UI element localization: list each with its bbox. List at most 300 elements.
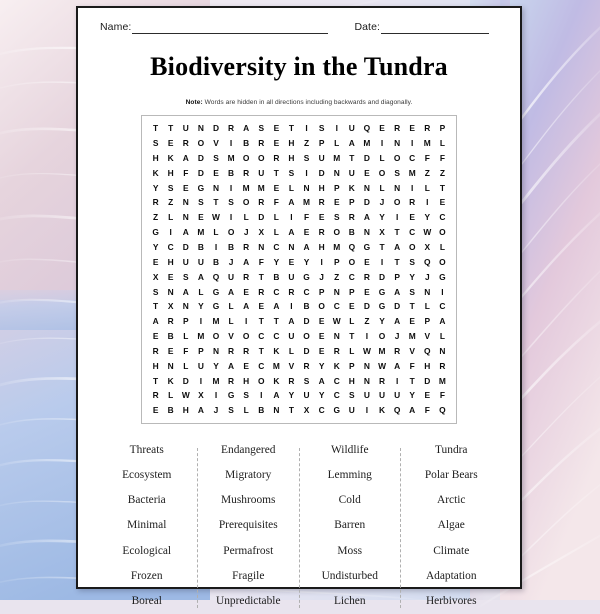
grid-cell[interactable]: T (409, 375, 415, 386)
grid-cell[interactable]: C (273, 331, 280, 342)
grid-cell[interactable]: T (258, 345, 264, 356)
grid-cell[interactable]: R (303, 360, 310, 371)
grid-cell[interactable]: A (288, 197, 295, 208)
grid-cell[interactable]: I (229, 138, 233, 149)
grid-cell[interactable]: C (258, 360, 265, 371)
grid-cell[interactable]: W (212, 212, 220, 223)
date-input-rule[interactable] (381, 23, 489, 34)
grid-cell[interactable]: R (258, 138, 265, 149)
grid-cell[interactable]: T (213, 197, 219, 208)
grid-cell[interactable]: U (303, 390, 310, 401)
grid-cell[interactable]: C (303, 286, 310, 297)
word-list-item[interactable]: Bacteria (127, 494, 166, 507)
grid-cell[interactable]: X (424, 241, 431, 252)
grid-cell[interactable]: X (303, 405, 310, 416)
grid-cell[interactable]: S (318, 123, 325, 134)
grid-cell[interactable]: U (197, 360, 204, 371)
grid-cell[interactable]: L (168, 212, 174, 223)
grid-cell[interactable]: T (273, 167, 279, 178)
grid-cell[interactable]: A (439, 316, 446, 327)
grid-cell[interactable]: B (273, 271, 280, 282)
grid-cell[interactable]: L (288, 345, 295, 356)
grid-cell[interactable]: I (365, 405, 369, 416)
grid-cell[interactable]: P (318, 286, 325, 297)
grid-cell[interactable]: Y (288, 390, 295, 401)
grid-cell[interactable]: O (333, 227, 340, 238)
grid-cell[interactable]: O (439, 227, 446, 238)
grid-cell[interactable]: O (408, 241, 416, 252)
grid-cell[interactable]: Z (424, 167, 430, 178)
grid-cell[interactable]: G (152, 227, 159, 238)
grid-cell[interactable]: E (318, 331, 325, 342)
word-list-item[interactable]: Fragile (232, 569, 265, 582)
grid-cell[interactable]: S (409, 286, 415, 297)
grid-cell[interactable]: H (243, 375, 250, 386)
grid-cell[interactable]: M (408, 331, 416, 342)
grid-cell[interactable]: A (394, 360, 401, 371)
grid-cell[interactable]: T (258, 316, 264, 327)
grid-cell[interactable]: N (333, 167, 340, 178)
grid-cell[interactable]: L (379, 152, 385, 163)
grid-cell[interactable]: F (439, 390, 445, 401)
grid-cell[interactable]: A (243, 301, 250, 312)
grid-cell[interactable]: S (213, 152, 219, 163)
grid-cell[interactable]: T (288, 123, 295, 134)
grid-cell[interactable]: L (198, 286, 204, 297)
grid-cell[interactable]: B (303, 301, 310, 312)
grid-cell[interactable]: B (243, 138, 250, 149)
grid-cell[interactable]: V (228, 331, 234, 342)
grid-cell[interactable]: G (303, 271, 310, 282)
grid-cell[interactable]: W (332, 316, 341, 327)
grid-cell[interactable]: E (273, 182, 280, 193)
grid-cell[interactable]: C (258, 331, 265, 342)
grid-cell[interactable]: R (182, 138, 189, 149)
grid-cell[interactable]: W (181, 390, 190, 401)
grid-cell[interactable]: W (362, 345, 371, 356)
grid-cell[interactable]: L (243, 212, 249, 223)
grid-cell[interactable]: C (273, 241, 280, 252)
grid-cell[interactable]: I (395, 375, 399, 386)
grid-cell[interactable]: A (243, 256, 250, 267)
grid-cell[interactable]: O (197, 138, 205, 149)
grid-cell[interactable]: N (424, 286, 431, 297)
grid-cell[interactable]: N (258, 241, 265, 252)
word-list-item[interactable]: Undisturbed (321, 569, 378, 582)
word-list-item[interactable]: Cold (338, 494, 361, 507)
grid-cell[interactable]: N (394, 138, 401, 149)
grid-cell[interactable]: N (363, 375, 370, 386)
grid-cell[interactable]: D (378, 271, 386, 282)
word-list-item[interactable]: Boreal (131, 594, 162, 607)
grid-cell[interactable]: D (363, 152, 370, 163)
grid-cell[interactable]: B (258, 405, 265, 416)
grid-cell[interactable]: D (303, 316, 310, 327)
grid-cell[interactable]: O (242, 197, 250, 208)
grid-cell[interactable]: X (198, 390, 204, 401)
grid-cell[interactable]: P (318, 138, 325, 149)
grid-cell[interactable]: I (290, 301, 293, 312)
grid-cell[interactable]: R (394, 123, 401, 134)
grid-cell[interactable]: D (424, 375, 431, 386)
grid-cell[interactable]: O (393, 197, 401, 208)
grid-cell[interactable]: G (212, 301, 220, 312)
grid-cell[interactable]: E (303, 227, 310, 238)
grid-cell[interactable]: C (333, 375, 340, 386)
grid-cell[interactable]: L (439, 241, 445, 252)
grid-cell[interactable]: H (318, 241, 325, 252)
grid-cell[interactable]: M (363, 138, 371, 149)
word-list-item[interactable]: Lichen (333, 594, 366, 607)
grid-cell[interactable]: I (290, 212, 293, 223)
grid-cell[interactable]: O (378, 167, 386, 178)
grid-cell[interactable]: N (182, 197, 189, 208)
grid-cell[interactable]: C (409, 227, 416, 238)
grid-cell[interactable]: V (409, 345, 415, 356)
grid-cell[interactable]: Y (152, 241, 159, 252)
grid-cell[interactable]: S (198, 197, 204, 208)
grid-cell[interactable]: Z (168, 197, 174, 208)
grid-cell[interactable]: Y (379, 212, 385, 223)
grid-cell[interactable]: N (439, 345, 446, 356)
grid-cell[interactable]: U (228, 271, 235, 282)
grid-cell[interactable]: F (273, 197, 279, 208)
grid-cell[interactable]: K (152, 167, 159, 178)
grid-cell[interactable]: I (380, 138, 384, 149)
grid-cell[interactable]: E (152, 331, 159, 342)
grid-cell[interactable]: L (228, 301, 234, 312)
grid-cell[interactable]: T (349, 152, 355, 163)
grid-cell[interactable]: L (243, 405, 249, 416)
grid-cell[interactable]: K (333, 360, 340, 371)
grid-cell[interactable]: D (303, 345, 310, 356)
word-list-item[interactable]: Lemming (327, 468, 372, 481)
grid-cell[interactable]: A (363, 212, 370, 223)
grid-cell[interactable]: N (182, 301, 189, 312)
grid-cell[interactable]: T (394, 227, 400, 238)
grid-cell[interactable]: O (303, 331, 310, 342)
grid-cell[interactable]: Y (424, 212, 431, 223)
grid-cell[interactable]: L (439, 331, 445, 342)
word-list-item[interactable]: Mushrooms (221, 494, 276, 507)
grid-cell[interactable]: L (349, 345, 355, 356)
grid-cell[interactable]: A (273, 390, 280, 401)
grid-cell[interactable]: C (333, 301, 340, 312)
grid-cell[interactable]: I (260, 390, 263, 401)
grid-cell[interactable]: R (288, 375, 295, 386)
grid-cell[interactable]: E (409, 123, 415, 134)
grid-cell[interactable]: C (409, 152, 416, 163)
grid-cell[interactable]: Y (379, 316, 385, 327)
grid-cell[interactable]: R (243, 345, 250, 356)
grid-cell[interactable]: Y (409, 271, 415, 282)
grid-cell[interactable]: I (229, 182, 233, 193)
grid-cell[interactable]: Y (318, 390, 325, 401)
grid-cell[interactable]: H (424, 360, 431, 371)
grid-cell[interactable]: L (288, 182, 295, 193)
grid-cell[interactable]: N (363, 227, 370, 238)
grid-cell[interactable]: R (228, 345, 235, 356)
grid-cell[interactable]: T (439, 182, 445, 193)
grid-cell[interactable]: S (183, 271, 189, 282)
grid-cell[interactable]: R (363, 271, 370, 282)
grid-cell[interactable]: H (152, 152, 159, 163)
grid-cell[interactable]: P (349, 286, 355, 297)
grid-cell[interactable]: V (424, 331, 431, 342)
grid-cell[interactable]: F (439, 152, 445, 163)
grid-cell[interactable]: X (152, 271, 159, 282)
grid-cell[interactable]: J (319, 271, 324, 282)
grid-cell[interactable]: S (167, 182, 174, 193)
grid-cell[interactable]: S (243, 390, 249, 401)
grid-cell[interactable]: S (152, 286, 159, 297)
grid-cell[interactable]: E (318, 316, 325, 327)
grid-cell[interactable]: O (348, 256, 356, 267)
grid-cell[interactable]: S (349, 390, 355, 401)
grid-cell[interactable]: L (439, 138, 445, 149)
grid-cell[interactable]: T (153, 123, 159, 134)
grid-cell[interactable]: A (182, 227, 189, 238)
grid-cell[interactable]: R (394, 345, 401, 356)
grid-cell[interactable]: A (197, 405, 204, 416)
grid-cell[interactable]: E (152, 405, 159, 416)
grid-cell[interactable]: U (363, 390, 370, 401)
word-list-item[interactable]: Tundra (435, 443, 468, 456)
grid-cell[interactable]: R (258, 286, 265, 297)
grid-cell[interactable]: H (182, 405, 189, 416)
date-field[interactable] (354, 21, 489, 34)
grid-cell[interactable]: B (228, 167, 235, 178)
grid-cell[interactable]: E (243, 286, 249, 297)
grid-cell[interactable]: E (288, 256, 295, 267)
grid-cell[interactable]: N (273, 405, 280, 416)
grid-cell[interactable]: U (394, 390, 401, 401)
grid-cell[interactable]: I (380, 256, 384, 267)
grid-cell[interactable]: A (409, 405, 416, 416)
grid-cell[interactable]: E (273, 138, 280, 149)
grid-cell[interactable]: A (394, 241, 401, 252)
grid-cell[interactable]: E (318, 345, 325, 356)
grid-cell[interactable]: S (303, 375, 310, 386)
grid-cell[interactable]: S (152, 138, 159, 149)
word-list-item[interactable]: Adaptation (425, 569, 477, 582)
grid-cell[interactable]: M (197, 331, 205, 342)
grid-cell[interactable]: I (245, 316, 248, 327)
grid-cell[interactable]: S (288, 167, 295, 178)
grid-cell[interactable]: E (318, 212, 325, 223)
grid-cell[interactable]: L (334, 138, 340, 149)
grid-cell[interactable]: Q (393, 405, 401, 416)
word-list-item[interactable]: Ecological (122, 544, 172, 557)
grid-cell[interactable]: F (303, 212, 310, 223)
grid-cell[interactable]: E (167, 138, 174, 149)
grid-cell[interactable]: V (213, 138, 219, 149)
grid-cell[interactable]: T (153, 301, 159, 312)
grid-cell[interactable]: A (197, 271, 204, 282)
grid-cell[interactable]: R (439, 360, 446, 371)
grid-cell[interactable]: S (409, 256, 415, 267)
grid-cell[interactable]: C (348, 271, 355, 282)
grid-cell[interactable]: F (424, 152, 430, 163)
grid-cell[interactable]: U (182, 123, 189, 134)
grid-cell[interactable]: D (363, 301, 370, 312)
grid-cell[interactable]: L (168, 390, 174, 401)
grid-cell[interactable]: D (258, 212, 265, 223)
grid-cell[interactable]: M (212, 316, 220, 327)
grid-cell[interactable]: O (378, 331, 386, 342)
grid-cell[interactable]: E (409, 316, 415, 327)
grid-cell[interactable]: L (424, 182, 430, 193)
grid-cell[interactable]: E (183, 182, 189, 193)
grid-cell[interactable]: G (333, 405, 340, 416)
grid-cell[interactable]: E (364, 167, 370, 178)
grid-cell[interactable]: N (333, 331, 340, 342)
grid-cell[interactable]: L (349, 316, 355, 327)
grid-cell[interactable]: E (364, 256, 370, 267)
word-list-item[interactable]: Permafrost (223, 544, 274, 557)
grid-cell[interactable]: L (213, 227, 219, 238)
grid-cell[interactable]: A (303, 241, 310, 252)
word-list-item[interactable]: Endangered (221, 443, 276, 456)
grid-cell[interactable]: X (258, 227, 265, 238)
grid-cell[interactable]: G (439, 271, 446, 282)
word-list-item[interactable]: Algae (437, 519, 465, 532)
grid-cell[interactable]: F (409, 360, 415, 371)
grid-cell[interactable]: Q (439, 405, 446, 416)
grid-cell[interactable]: U (348, 405, 355, 416)
grid-cell[interactable]: M (242, 182, 250, 193)
grid-cell[interactable]: M (227, 152, 235, 163)
grid-cell[interactable]: M (438, 375, 446, 386)
grid-cell[interactable]: R (167, 316, 174, 327)
grid-cell[interactable]: I (305, 123, 308, 134)
grid-cell[interactable]: N (182, 212, 189, 223)
grid-cell[interactable]: A (288, 316, 295, 327)
grid-cell[interactable]: Z (303, 138, 310, 149)
grid-cell[interactable]: I (305, 167, 308, 178)
word-list-item[interactable]: Moss (337, 544, 363, 557)
grid-cell[interactable]: G (227, 390, 235, 401)
grid-cell[interactable]: M (378, 345, 386, 356)
grid-cell[interactable]: N (167, 286, 174, 297)
grid-cell[interactable]: A (273, 301, 280, 312)
grid-cell[interactable]: S (333, 212, 340, 223)
word-list-item[interactable]: Herbivores (425, 594, 477, 607)
grid-cell[interactable]: N (303, 182, 310, 193)
name-input-rule[interactable] (132, 23, 328, 34)
grid-cell[interactable]: V (288, 360, 295, 371)
grid-cell[interactable]: Z (439, 167, 445, 178)
word-list-item[interactable]: Minimal (127, 519, 167, 532)
grid-cell[interactable]: P (333, 182, 340, 193)
grid-cell[interactable]: X (167, 301, 174, 312)
grid-cell[interactable]: D (394, 301, 401, 312)
grid-cell[interactable]: A (348, 138, 355, 149)
grid-cell[interactable]: A (394, 286, 401, 297)
grid-cell[interactable]: S (228, 197, 234, 208)
grid-cell[interactable]: R (288, 286, 295, 297)
grid-cell[interactable]: U (288, 271, 295, 282)
grid-cell[interactable]: I (199, 375, 203, 386)
grid-cell[interactable]: R (378, 375, 386, 386)
grid-cell[interactable]: E (213, 167, 219, 178)
grid-cell[interactable]: W (423, 227, 432, 238)
grid-cell[interactable]: R (318, 227, 325, 238)
grid-cell[interactable]: F (183, 167, 189, 178)
grid-cell[interactable]: U (182, 256, 189, 267)
grid-cell[interactable]: M (333, 152, 341, 163)
grid-cell[interactable]: I (426, 197, 429, 208)
grid-cell[interactable]: S (394, 167, 400, 178)
grid-cell[interactable]: M (197, 227, 205, 238)
grid-cell[interactable]: K (167, 375, 174, 386)
grid-cell[interactable]: D (197, 167, 204, 178)
grid-cell[interactable]: G (378, 286, 386, 297)
grid-cell[interactable]: O (242, 152, 250, 163)
grid-cell[interactable]: W (378, 360, 386, 371)
grid-cell[interactable]: J (228, 256, 234, 267)
grid-cell[interactable]: E (409, 212, 415, 223)
grid-cell[interactable]: R (333, 345, 340, 356)
grid-cell[interactable]: I (441, 286, 444, 297)
grid-cell[interactable]: U (348, 167, 355, 178)
grid-cell[interactable]: O (393, 152, 401, 163)
word-list-item[interactable]: Threats (129, 443, 164, 456)
grid-cell[interactable]: L (379, 182, 385, 193)
grid-cell[interactable]: R (228, 375, 235, 386)
grid-cell[interactable]: X (379, 227, 385, 238)
word-list-item[interactable]: Wildlife (331, 443, 369, 456)
grid-cell[interactable]: Q (363, 123, 371, 134)
grid-cell[interactable]: N (333, 286, 340, 297)
grid-cell[interactable]: K (273, 375, 280, 386)
grid-cell[interactable]: A (318, 375, 325, 386)
grid-cell[interactable]: T (409, 301, 415, 312)
grid-cell[interactable]: N (212, 182, 220, 193)
grid-cell[interactable]: L (273, 212, 279, 223)
grid-cell[interactable]: B (348, 227, 355, 238)
word-list-item[interactable]: Prerequisites (218, 519, 278, 532)
grid-cell[interactable]: I (411, 138, 414, 149)
grid-cell[interactable]: C (439, 212, 446, 223)
name-field[interactable] (100, 21, 328, 34)
grid-cell[interactable]: C (318, 405, 325, 416)
grid-cell[interactable]: K (167, 152, 174, 163)
grid-cell[interactable]: E (424, 390, 431, 401)
grid-cell[interactable]: I (335, 123, 338, 134)
grid-cell[interactable]: O (258, 152, 265, 163)
grid-cell[interactable]: C (167, 241, 174, 252)
grid-cell[interactable]: E (379, 123, 385, 134)
grid-cell[interactable]: I (214, 390, 218, 401)
grid-cell[interactable]: D (212, 123, 220, 134)
grid-cell[interactable]: Q (424, 256, 431, 267)
grid-cell[interactable]: D (182, 375, 189, 386)
grid-cell[interactable]: A (152, 316, 159, 327)
grid-cell[interactable]: E (152, 256, 159, 267)
grid-cell[interactable]: I (365, 331, 369, 342)
grid-cell[interactable]: U (378, 390, 386, 401)
grid-cell[interactable]: I (229, 212, 233, 223)
word-list-item[interactable]: Unpredictable (215, 594, 281, 607)
grid-cell[interactable]: G (363, 241, 371, 252)
grid-cell[interactable]: Y (213, 360, 219, 371)
grid-cell[interactable]: P (349, 197, 355, 208)
grid-cell[interactable]: H (288, 138, 295, 149)
grid-cell[interactable]: T (168, 123, 174, 134)
grid-cell[interactable]: E (349, 301, 355, 312)
grid-cell[interactable]: P (424, 316, 431, 327)
